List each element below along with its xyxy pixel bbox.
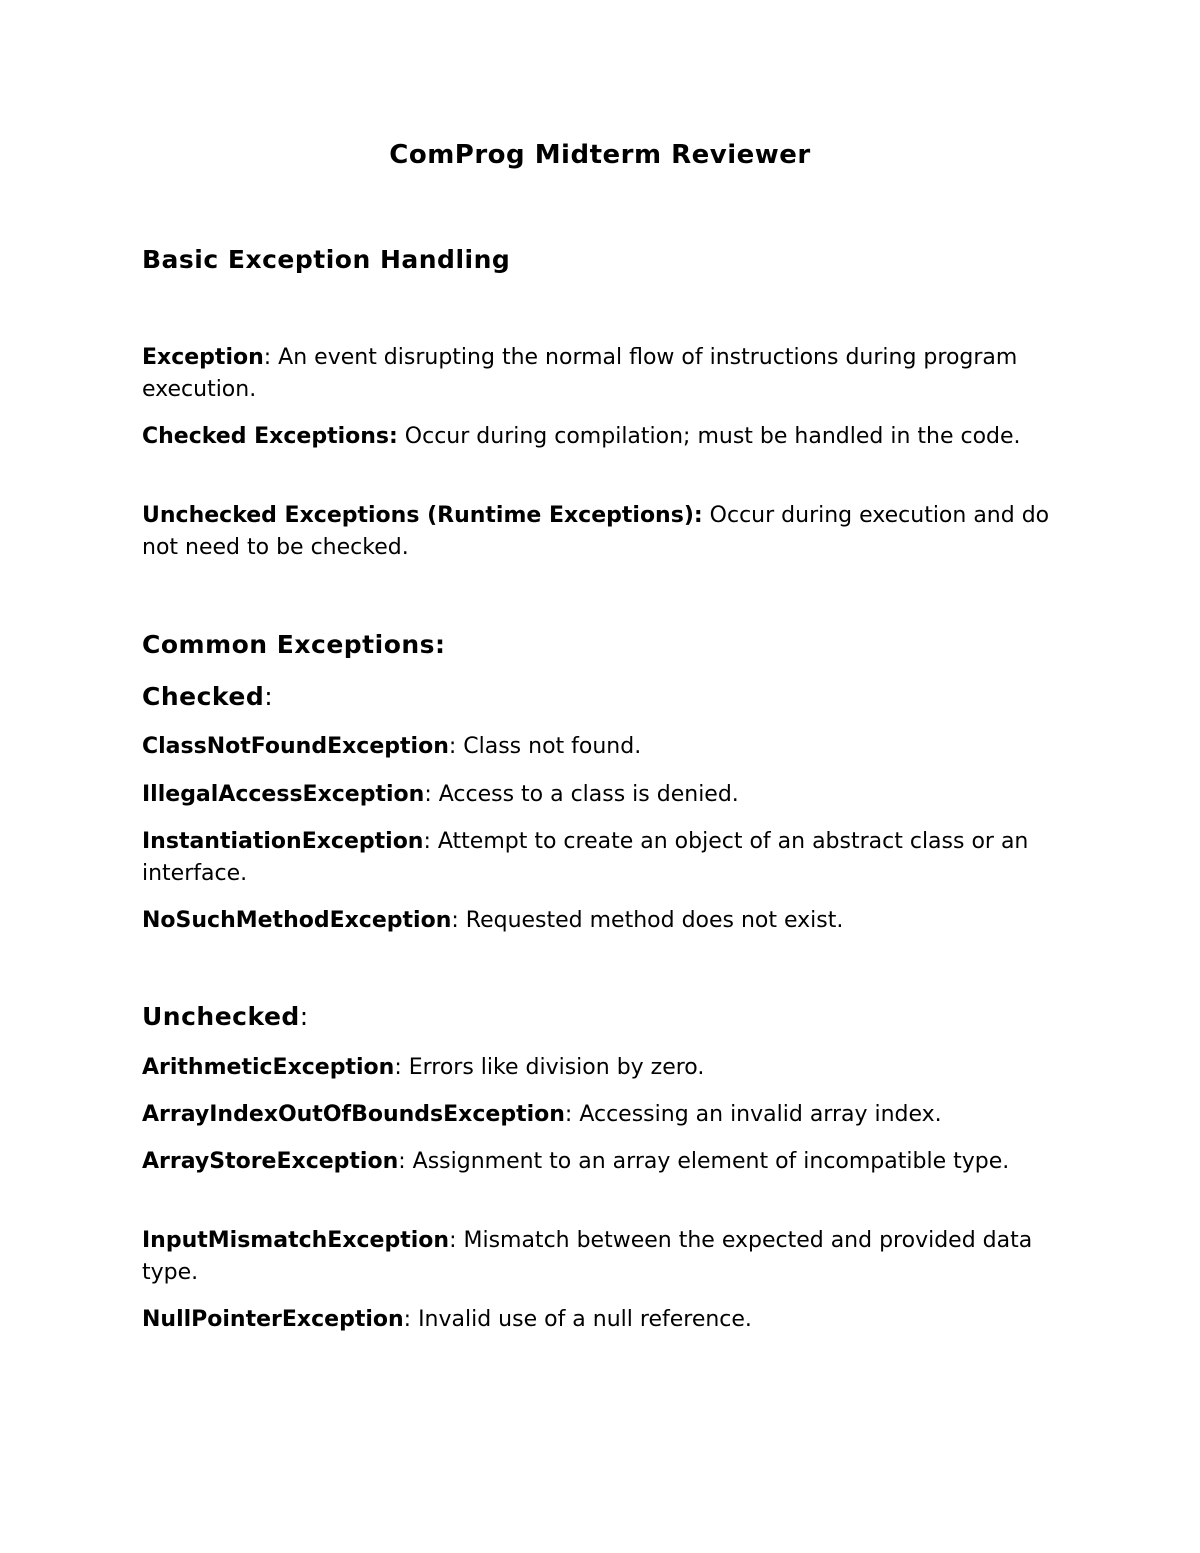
document-title: ComProg Midterm Reviewer [389,140,811,170]
definition-text: Occur during compilation; must be handled in the code. [404,424,1021,449]
exception-arithmetic [142,1052,1057,1084]
definition-separator [703,503,710,528]
heading-colon: : [299,1002,309,1031]
exception-name: IllegalAccessException [142,782,425,807]
definition-unchecked-exceptions [142,500,1057,564]
exception-description: Errors like division by zero. [408,1055,705,1080]
exception-name: ArrayIndexOutOfBoundsException [142,1102,565,1127]
exception-description: Mismatch between the expected and provided data type. [142,1228,1033,1285]
exception-input-mismatch [142,1225,1057,1289]
exception-separator: : [451,908,466,933]
definition-text: Occur during execution and do not need to be checked. [142,503,1050,560]
exception-name: ArrayStoreException [142,1149,399,1174]
heading-label: Checked [142,682,265,711]
definition-separator [398,424,405,449]
exception-name: ClassNotFoundException [142,734,449,759]
definition-checked-exceptions [142,421,1057,453]
exception-class-not-found [142,731,1057,763]
exception-separator: : [423,829,438,854]
exception-separator: : [564,1102,580,1127]
exception-separator: : [424,782,439,807]
exception-separator: : [449,1228,464,1253]
exception-separator: : [394,1055,409,1080]
exception-name: ArithmeticException [142,1055,395,1080]
exception-separator: : [398,1149,413,1174]
heading-unchecked [142,1002,309,1031]
heading-label: Unchecked [142,1002,300,1031]
exception-description: Accessing an invalid array index. [579,1102,942,1127]
heading-checked [142,682,273,711]
definition-term: Checked Exceptions: [142,424,398,449]
definition-separator: : [263,345,279,370]
exception-name: NoSuchMethodException [142,908,452,933]
exception-description: Invalid use of a null reference. [418,1307,752,1332]
exception-description: Requested method does not exist. [465,908,844,933]
exception-no-such-method [142,905,1057,937]
heading-basic-exception-handling: Basic Exception Handling [142,245,511,274]
definition-exception [142,342,1057,406]
definition-term: Exception [142,345,264,370]
exception-name: NullPointerException [142,1307,404,1332]
heading-common-exceptions: Common Exceptions: [142,630,446,659]
definition-text: An event disrupting the normal flow of instructions during program execution. [142,345,1018,402]
exception-description: Access to a class is denied. [438,782,739,807]
heading-colon: : [264,682,274,711]
exception-name: InputMismatchException [142,1228,450,1253]
exception-separator: : [448,734,464,759]
exception-array-index-out-of-bounds [142,1099,1057,1131]
exception-description: Assignment to an array element of incompatible type. [412,1149,1010,1174]
definition-term: Unchecked Exceptions (Runtime Exceptions): [142,503,703,528]
exception-description: Class not found. [463,734,642,759]
exception-array-store [142,1146,1057,1178]
exception-instantiation [142,826,1057,890]
exception-illegal-access [142,779,1057,811]
exception-null-pointer [142,1304,1057,1336]
exception-description: Attempt to create an object of an abstract class or an interface. [142,829,1029,886]
exception-name: InstantiationException [142,829,424,854]
exception-separator: : [403,1307,419,1332]
